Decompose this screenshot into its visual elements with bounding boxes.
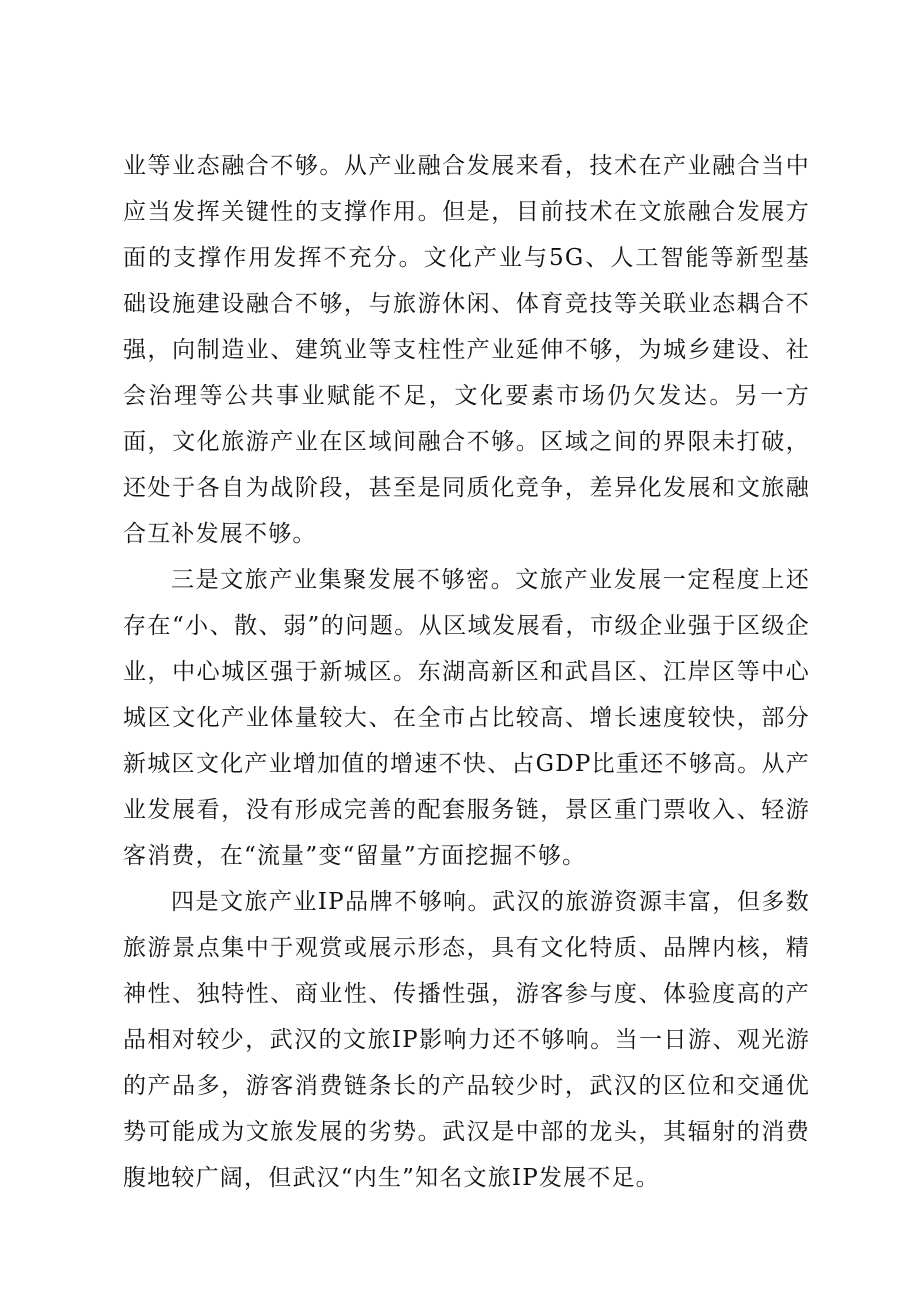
paragraph-continuation: 业等业态融合不够。从产业融合发展来看，技术在产业融合当中应当发挥关键性的支撑作用。但是，目前技术在文旅融合发展方面的支撑作用发挥不充分。文化产业与5G、人工智能等新型基础设施建设融合不够，与旅游休闲、体育竞技等关联业态耦合不强，向制造业、建筑业等支柱性产业延伸不够，为城乡建设、社会治理等公共事业赋能不足，文化要素市场仍欠发达。另一方面，文化旅游产业在区域间融合不够。区域之间的界限未打破，还处于各自为战阶段，甚至是同质化竞争，差异化发展和文旅融合互补发展不够。: [123, 153, 810, 547]
document-body: [123, 143, 810, 1201]
paragraph-point-three: 三是文旅产业集聚发展不够密。文旅产业发展一定程度上还存在“小、散、弱”的问题。从区域发展看，市级企业强于区级企业，中心城区强于新城区。东湖高新区和武昌区、江岸区等中心城区文化产业体量较大、在全市占比较高、增长速度较快，部分新城区文化产业增加值的增速不快、占GDP比重还不够高。从产业发展看，没有形成完善的配套服务链，景区重门票收入、轻游客消费，在“流量”变“留量”方面挖掘不够。: [123, 567, 810, 869]
paragraph-point-four: 四是文旅产业IP品牌不够响。武汉的旅游资源丰富，但多数旅游景点集中于观赏或展示形态，具有文化特质、品牌内核，精神性、独特性、商业性、传播性强，游客参与度、体验度高的产品相对较少，武汉的文旅IP影响力还不够响。当一日游、观光游的产品多，游客消费链条长的产品较少时，武汉的区位和交通优势可能成为文旅发展的劣势。武汉是中部的龙头，其辐射的消费腹地较广阔，但武汉“内生”知名文旅IP发展不足。: [123, 889, 810, 1191]
